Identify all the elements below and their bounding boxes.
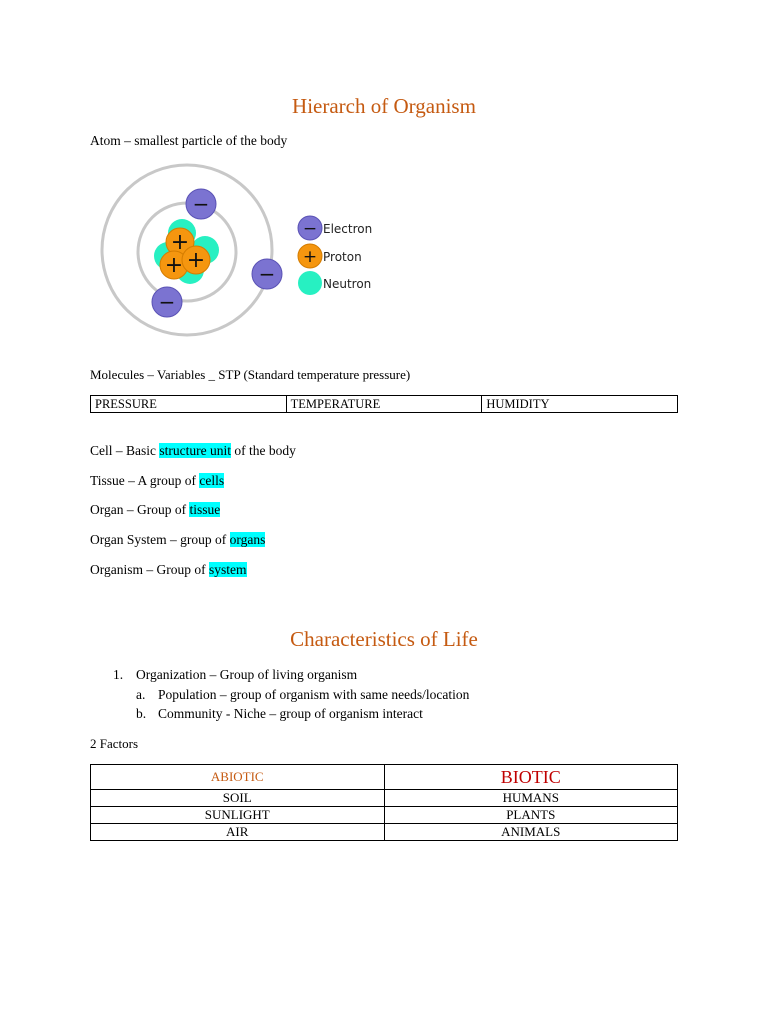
list-item: Population – group of organism with same needs/location [158,687,470,702]
cell-line [90,443,296,459]
table-cell: ANIMALS [384,824,678,841]
list-marker: a. [136,687,146,702]
legend-proton-label: Proton [323,250,362,264]
abiotic-header: ABIOTIC [91,765,385,790]
tissue-line [90,473,224,489]
highlight: tissue [189,502,221,517]
table-header-row [91,765,678,790]
list-item: Community - Niche – group of organism interact [158,706,423,721]
atom-line: Atom – smallest particle of the body [90,133,288,148]
atom-diagram [90,160,390,350]
section-title: Characteristics of Life [290,627,478,651]
highlight: cells [199,473,225,488]
proton-sign: + [186,248,206,273]
proton-sign: + [170,230,190,255]
molecules-line: Molecules – Variables _ STP (Standard temperature pressure) [90,367,411,382]
legend-electron-label: Electron [323,222,373,236]
highlight: organs [229,532,266,547]
legend-proton-sign: + [302,247,318,267]
stp-table [90,395,678,413]
organ-line [90,502,220,518]
highlight: system [209,562,247,577]
table-cell: SUNLIGHT [91,807,385,824]
table-cell: TEMPERATURE [286,396,482,413]
table-cell: HUMIDITY [482,396,678,413]
list-marker: b. [136,706,147,721]
legend-electron-sign: − [302,219,318,239]
table-row [91,790,678,807]
factors-label: 2 Factors [90,736,139,751]
biotic-header: BIOTIC [384,765,678,790]
list-marker: 1. [113,667,124,682]
electron-sign: − [158,290,176,314]
factors-table [90,764,678,841]
organ-line-text: Organ – Group of [90,502,190,517]
electron-sign: − [258,262,276,286]
highlight: structure unit [159,443,231,458]
organism-line [90,562,247,578]
table-cell: SOIL [91,790,385,807]
table-row [91,824,678,841]
legend-neutron-swatch [298,271,322,295]
page-title: Hierarch of Organism [292,94,476,118]
table-row [91,807,678,824]
table-cell: PRESSURE [91,396,287,413]
table-cell: AIR [91,824,385,841]
proton-sign: + [164,253,184,278]
table-cell: PLANTS [384,807,678,824]
list-item: Organization – Group of living organism [136,667,358,682]
legend-neutron-label: Neutron [323,277,372,291]
table-cell: HUMANS [384,790,678,807]
organism-line-text: Organism – Group of [90,562,209,577]
electron-sign: − [192,192,210,216]
table-row [91,396,678,413]
cell-line-text: Cell – Basic [90,443,160,458]
tissue-line-text: Tissue – A group of [90,473,200,488]
organ-system-line [90,532,265,548]
cell-line-text: of the body [230,443,296,458]
organ-system-line-text: Organ System – group of [90,532,230,547]
